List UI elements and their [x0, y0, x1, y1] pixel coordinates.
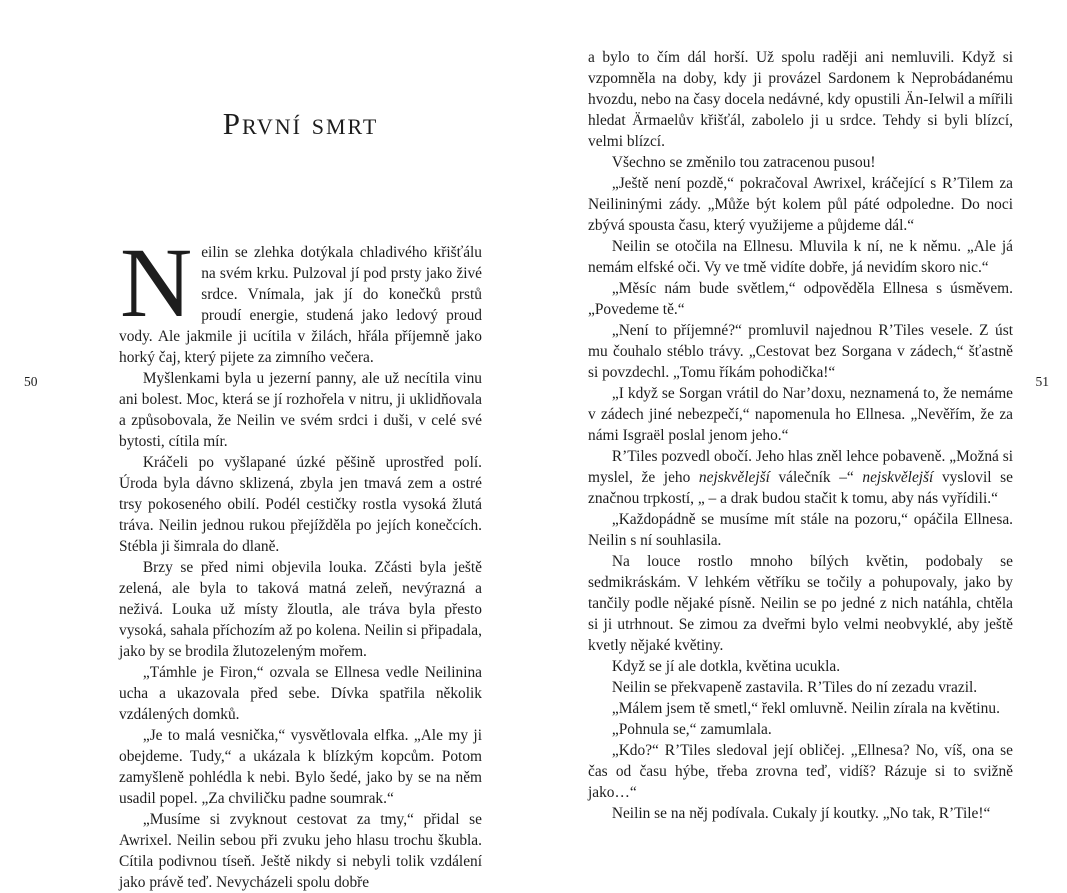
- paragraph: Když se jí ale dotkla, květina ucukla.: [611, 658, 841, 675]
- paragraph: „I když se Sorgan vrátil do Nar’doxu, neznamená to, že nemáme v zádech jiné nebezpečí,“ napomenula ho Ellnesa. „Nevěřím, že za námi Isgraël poslal jenom jeho.“: [588, 385, 1013, 444]
- right-page-text: [588, 47, 1013, 824]
- paragraph: a bylo to čím dál horší. Už spolu raději ani nemluvili. Když si vzpomněla na doby, kdy ji provázel Sardonem k Neprobádanému hvozdu, nebo na časy docela nedávné, kdy opustili Än-Ielwil a mířili hledat Ärmaelův křišťál, zabolelo ji u srdce. Tehdy si byli blízcí, velmi blízcí.: [588, 49, 1013, 150]
- page-number-right: 51: [1035, 374, 1049, 389]
- page-right: [588, 0, 1013, 824]
- paragraph: „Kdo?“ R’Tiles sledoval její obličej. „Ellnesa? No, víš, ona se čas od času hýbe, třeba zrovna teď, vidíš? Rázuje si to svižně jako…“: [588, 742, 1013, 801]
- paragraph: Neilin se překvapeně zastavila. R’Tiles do ní zezadu vrazil.: [611, 679, 978, 696]
- paragraph: Neilin se na něj podívala. Cukaly jí koutky. „No tak, R’Tile!“: [611, 805, 991, 822]
- paragraph: „Není to příjemné?“ promluvil najednou R’Tiles vesele. Z úst mu čouhalo stéblo trávy. „Cestovat bez Sorgana v zádech,“ šťastně si povzdechl. „Tomu říkám pohodička!“: [588, 322, 1013, 381]
- left-page-text: [119, 227, 482, 893]
- paragraph: Neilin se zlehka dotýkala chladivého křišťálu na svém krku. Pulzoval jí pod prsty jako živé srdce. Vnímala, jak jí do konečků prstů proudí energie, studená jako ledový proud vody. Ale jakmile ji ucítila v žilách, hřála příjemně jako horký čaj, který pijete za zimního večera.: [119, 227, 482, 366]
- paragraph: Všechno se změnilo tou zatracenou pusou!: [611, 154, 876, 171]
- page-number-left: 50: [24, 374, 38, 389]
- drop-cap: N: [120, 227, 193, 338]
- paragraph: „Ještě není pozdě,“ pokračoval Awrixel, kráčející s R’Tilem za Neilininými zády. „Může být kolem půl páté odpoledne. Do noci zbývá spousta času, který využijeme a půjdeme dál.“: [588, 175, 1013, 234]
- paragraph: Neilin se otočila na Ellnesu. Mluvila k ní, ne k němu. „Ale já nemám elfské oči. Vy ve tmě vidíte dobře, já nevidím skoro nic.“: [588, 238, 1013, 276]
- paragraph: R’Tiles pozvedl obočí. Jeho hlas zněl lehce pobaveně. „Možná si myslel, že jeho nejskvělejší válečník –“ nejskvělejší vyslovil se značnou trpkostí, „ – a drak budou stačit k tomu, aby nás vyřídili.“: [588, 448, 1013, 507]
- paragraph: Brzy se před nimi objevila louka. Zčásti byla ještě zelená, ale byla to taková matná zeleň, nevýrazná a neživá. Louka už místy žloutla, ale tráva byla přesto vysoká, sahala příchozím až po kolena. Neilin si připadala, jako by se brodila žlutozeleným mořem.: [119, 559, 482, 660]
- paragraph: „Je to malá vesnička,“ vysvětlovala elfka. „Ale my ji obejdeme. Tudy,“ a ukázala k blízkým kopcům. Potom zamyšleně pohlédla k nebi. Bylo šedé, jako by se na něm usadil popel. „Za chviličku padne soumrak.“: [119, 727, 482, 807]
- paragraph: „Každopádně se musíme mít stále na pozoru,“ opáčila Ellnesa. Neilin s ní souhlasila.: [588, 511, 1013, 549]
- paragraph: Kráčeli po vyšlapané úzké pěšině uprostřed polí. Úroda byla dávno sklizená, zbyla jen tmavá zem a ostré trsy pokoseného obilí. Podél cestičky rostla vysoká žlutá tráva. Neilin jednou rukou přejížděla po jejích konečcích. Stébla ji šimrala do dlaně.: [119, 454, 482, 555]
- paragraph: „Musíme si zvyknout cestovat za tmy,“ přidal se Awrixel. Neilin sebou při zvuku jeho hlasu trochu škubla. Cítila podivnou tíseň. Ještě nikdy si nebyli tolik vzdálení jako právě teď. Nevycházeli spolu dobře: [119, 811, 482, 891]
- paragraph: „Měsíc nám bude světlem,“ odpověděla Ellnesa s úsměvem. „Povedeme tě.“: [588, 280, 1013, 318]
- paragraph: Myšlenkami byla u jezerní panny, ale už necítila vinu ani bolest. Moc, která se jí rozhořela v nitru, ji uklidňovala a způsobovala, že Neilin ve svém srdci i duši, v celé své bytosti, cítila mír.: [119, 370, 482, 450]
- paragraph: „Pohnula se,“ zamumlala.: [611, 721, 772, 738]
- chapter-title: První smrt: [222, 106, 379, 141]
- paragraph: „Málem jsem tě smetl,“ řekl omluvně. Neilin zírala na květinu.: [611, 700, 1000, 717]
- paragraph: „Támhle je Firon,“ ozvala se Ellnesa vedle Neilinina ucha a ukazovala před sebe. Dívka spatřila několik vzdálených domků.: [119, 664, 482, 723]
- page-left: [119, 0, 482, 893]
- paragraph: Na louce rostlo mnoho bílých květin, podobaly se sedmikráskám. V lehkém větříku se točily a pohupovaly, jako by tančily podle nějaké písně. Neilin se po jedné z nich natáhla, chtěla si ji utrhnout. Se zimou za dveřmi bylo velmi neobvyklé, aby ještě kvetly nějaké květiny.: [588, 553, 1013, 654]
